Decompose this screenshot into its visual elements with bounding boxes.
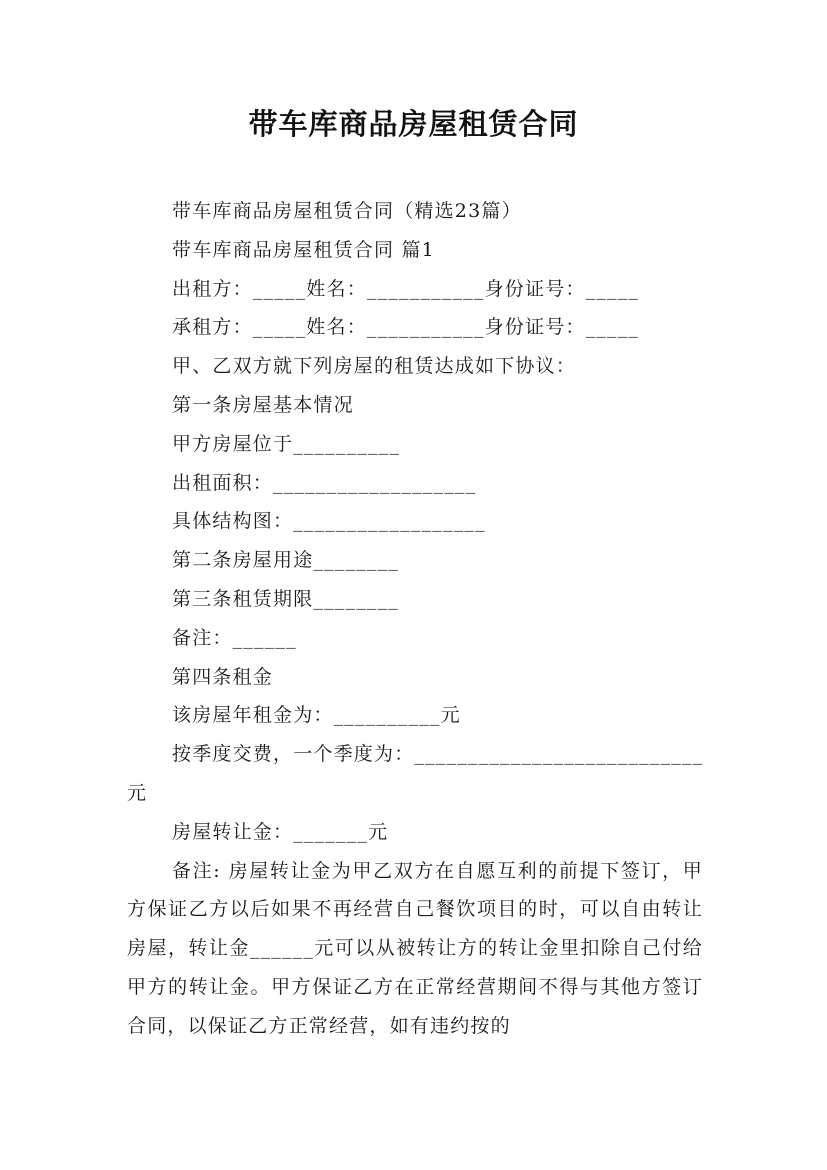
document-body [127, 192, 703, 1046]
quarterly-payment-line: 按季度交费，一个季度为：___________________________ [172, 743, 704, 766]
quarterly-payment-unit: 元 [127, 781, 148, 804]
subtitle-line: 带车库商品房屋租赁合同（精选23篇） [172, 200, 522, 222]
section-heading: 带车库商品房屋租赁合同 篇1 [172, 238, 435, 261]
property-location-line: 甲方房屋位于__________ [172, 432, 401, 455]
rental-area-line: 出租面积：___________________ [172, 471, 477, 494]
lessor-line: 出租方：_____姓名：___________身份证号：_____ [172, 277, 640, 300]
article-3-line: 第三条租赁期限________ [172, 587, 400, 610]
transfer-fee-line: 房屋转让金：_______元 [172, 820, 389, 843]
lessee-line: 承租方：_____姓名：___________身份证号：_____ [172, 316, 640, 339]
remark-line: 备注：______ [172, 626, 297, 649]
article-2-line: 第二条房屋用途________ [172, 549, 400, 572]
structure-diagram-line: 具体结构图：__________________ [172, 510, 486, 533]
agreement-intro: 甲、乙双方就下列房屋的租赁达成如下协议： [172, 355, 577, 378]
article-1-heading: 第一条房屋基本情况 [172, 393, 354, 416]
document-title: 带车库商品房屋租赁合同 [248, 107, 579, 141]
transfer-fee-remark-paragraph: 备注: 房屋转让金为甲乙双方在自愿互利的前提下签订，甲方保证乙方以后如果不再经营自己餐饮项目的时，可以自由转让房屋，转让金______元可以从被转让方的转让金里扣除自己付给甲方的转让金。甲方保证乙方在正常经营期间不得与其他方签订合同，以保证乙方正常经营，如有违约按的 [127, 859, 703, 1037]
annual-rent-line: 该房屋年租金为：__________元 [172, 704, 461, 727]
article-4-heading: 第四条租金 [172, 665, 274, 688]
